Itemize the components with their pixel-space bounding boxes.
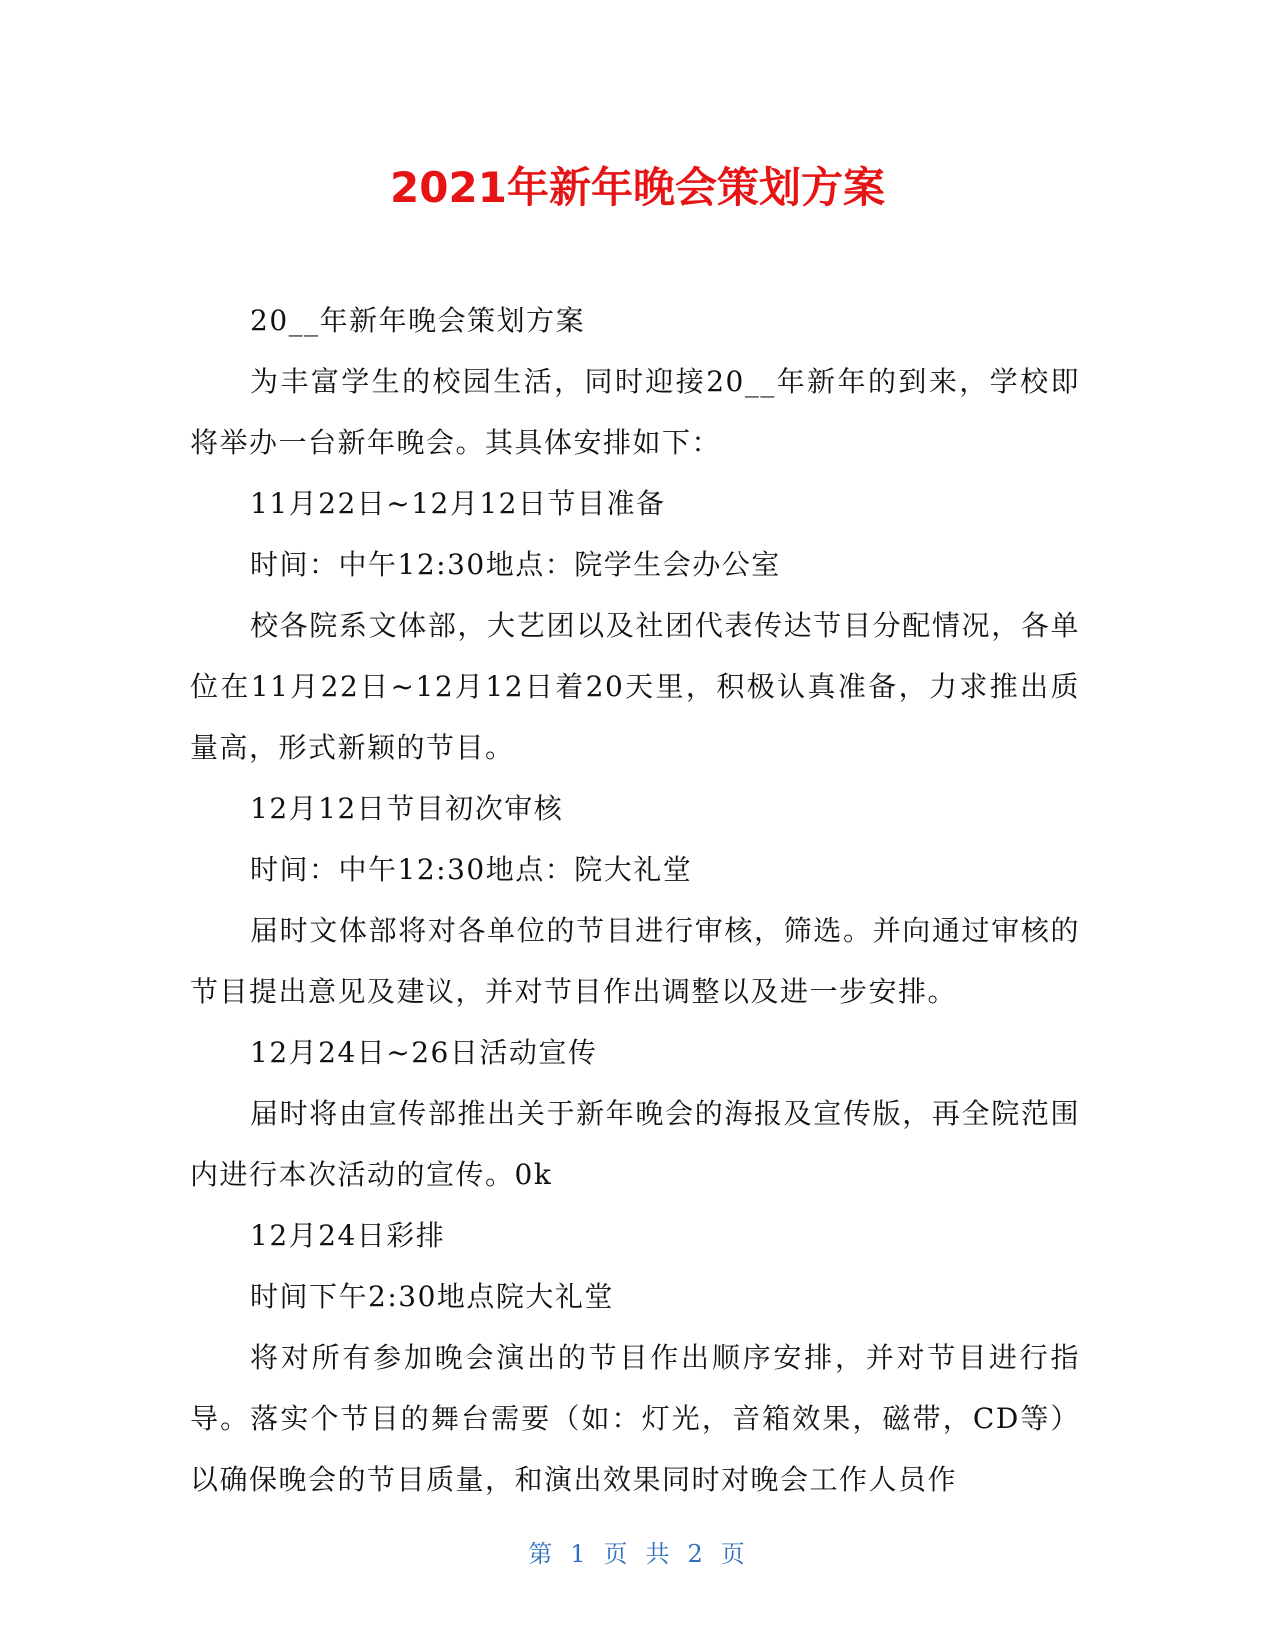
paragraph-intro: 为丰富学生的校园生活，同时迎接20__年新年的到来，学校即将举办一台新年晚会。其具体安排如下： (190, 365, 1080, 459)
document-body (190, 290, 1080, 1510)
footer-label-gong: 共 (645, 1540, 672, 1568)
document-title: 2021年新年晚会策划方案 (390, 163, 885, 212)
page-footer (0, 1538, 1275, 1570)
paragraph-promo-detail: 届时将由宣传部推出关于新年晚会的海报及宣传版，再全院范围内进行本次活动的宣传。0k (190, 1097, 1080, 1191)
paragraph-rehearsal-detail: 将对所有参加晚会演出的节目作出顺序安排，并对节目进行指导。落实个节目的舞台需要（如：灯光，音箱效果，磁带，CD等）以确保晚会的节目质量，和演出效果同时对晚会工作人员作 (190, 1341, 1080, 1496)
footer-label-ye: 页 (603, 1540, 630, 1568)
paragraph-schedule-promo: 12月24日~26日活动宣传 (250, 1036, 598, 1069)
paragraph-heading: 20__年新年晚会策划方案 (250, 304, 586, 337)
paragraph-schedule-prep: 11月22日~12月12日节目准备 (250, 487, 666, 520)
paragraph-prep-detail: 校各院系文体部，大艺团以及社团代表传达节目分配情况，各单位在11月22日~12月12日着20天里，积极认真准备，力求推出质量高，形式新颖的节目。 (190, 609, 1080, 764)
paragraph-time-place-2: 时间：中午12:30地点：院大礼堂 (250, 853, 693, 886)
paragraph-time-place-3: 时间下午2:30地点院大礼堂 (250, 1280, 614, 1313)
paragraph-schedule-review: 12月12日节目初次审核 (250, 792, 564, 825)
footer-label-ye-end: 页 (720, 1540, 747, 1568)
footer-current-page: 1 (570, 1540, 588, 1568)
paragraph-time-place-1: 时间：中午12:30地点：院学生会办公室 (250, 548, 781, 581)
paragraph-schedule-rehearsal: 12月24日彩排 (250, 1219, 446, 1252)
footer-label-di: 第 (528, 1540, 555, 1568)
footer-total-pages: 2 (687, 1540, 705, 1568)
paragraph-review-detail: 届时文体部将对各单位的节目进行审核，筛选。并向通过审核的节目提出意见及建议，并对节目作出调整以及进一步安排。 (190, 914, 1080, 1008)
